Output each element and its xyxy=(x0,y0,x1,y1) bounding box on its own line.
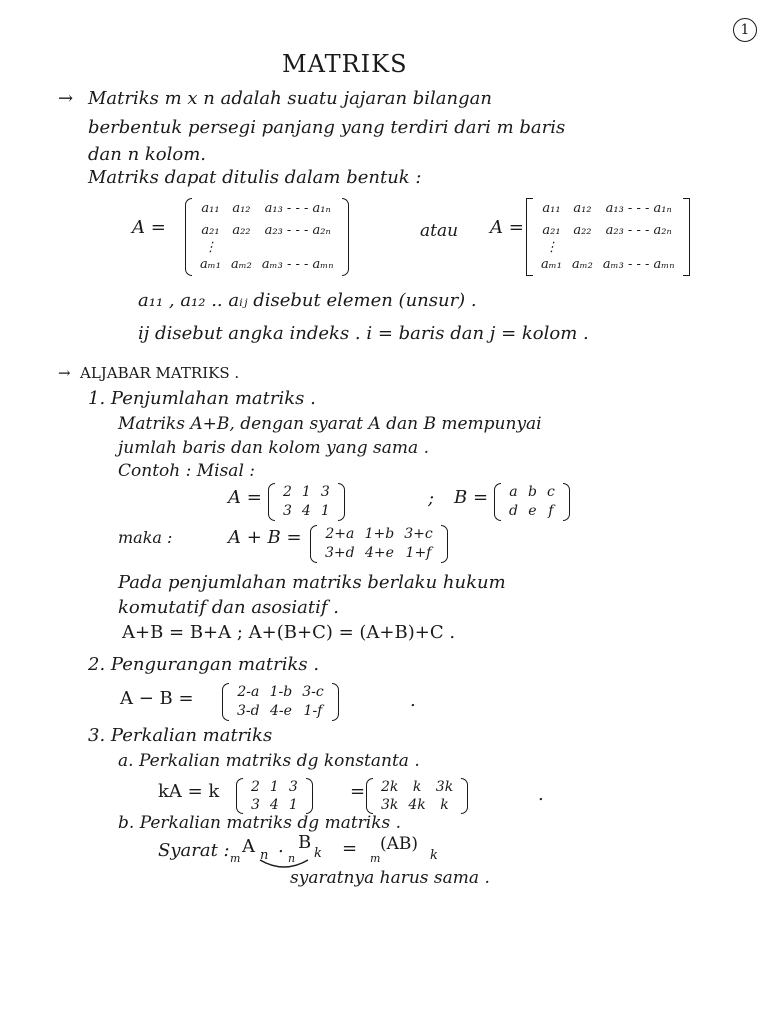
intro-line-3: dan n kolom. xyxy=(88,144,207,165)
syarat-note: syaratnya harus sama . xyxy=(290,868,490,888)
matrix-a: 2 1 3 3 4 1 xyxy=(268,483,345,521)
matrix-b-label: B = xyxy=(454,487,489,508)
general-matrix-connector: atau xyxy=(420,221,459,241)
multiplication-heading: 3. Perkalian matriks xyxy=(88,725,273,746)
intro-line-4: Matriks dapat ditulis dalam bentuk : xyxy=(88,167,422,188)
multiplication-b-heading: b. Perkalian matriks dg matriks . xyxy=(118,813,402,833)
index-line: ij disebut angka indeks . i = baris dan j = kolom . xyxy=(138,323,589,344)
syarat-label: Syarat : xyxy=(158,840,230,861)
general-matrix-lhs-2: A = xyxy=(490,217,524,238)
matrix-separator: ; xyxy=(428,488,435,509)
multiplication-a-heading: a. Perkalian matriks dg konstanta . xyxy=(118,751,420,771)
maka-label: maka : xyxy=(118,528,173,547)
ka-end: . xyxy=(538,784,544,805)
elements-line: a₁₁ , a₁₂ .. aᵢⱼ disebut elemen (unsur) . xyxy=(138,290,477,311)
subtraction-end: . xyxy=(410,690,416,711)
ka-equals: = xyxy=(350,781,366,802)
addition-desc-2: jumlah baris dan kolom yang sama . xyxy=(118,438,429,458)
intro-line-1: Matriks m x n adalah suatu jajaran bilangan xyxy=(88,88,492,109)
subtraction-label: A − B = xyxy=(120,688,194,709)
ka-matrix: 2 1 3 3 4 1 xyxy=(236,778,313,814)
subtraction-heading: 2. Pengurangan matriks . xyxy=(88,654,320,675)
law-line-2: komutatif dan asosiatif . xyxy=(118,597,339,618)
section-bullet-arrow: → xyxy=(58,364,71,382)
intro-bullet-arrow: → xyxy=(58,88,74,109)
law-equation: A+B = B+A ; A+(B+C) = (A+B)+C . xyxy=(122,622,456,643)
general-matrix-paren: a₁₁ a₁₂ a₁₃ - - - a₁ₙ a₂₁ a₂₂ a₂₃ - - - a₂ₙ ⋮ aₘ₁ aₘ₂ aₘ₃ - - - aₘₙ xyxy=(185,198,349,276)
general-matrix-lhs: A = xyxy=(132,217,166,238)
sum-matrix: 2+a 1+b 3+c 3+d 4+e 1+f xyxy=(310,525,448,563)
product-formula: m A n . n B k = m (AB) k xyxy=(230,832,438,865)
law-line-1: Pada penjumlahan matriks berlaku hukum xyxy=(118,572,506,593)
general-matrix-bracket: a₁₁ a₁₂ a₁₃ - - - a₁ₙ a₂₁ a₂₂ a₂₃ - - - a₂ₙ ⋮ aₘ₁ aₘ₂ aₘ₃ - - - aₘₙ xyxy=(526,198,690,276)
sum-label: A + B = xyxy=(228,527,302,548)
addition-heading: 1. Penjumlahan matriks . xyxy=(88,388,316,409)
addition-desc-1: Matriks A+B, dengan syarat A dan B mempunyai xyxy=(118,414,542,434)
ka-result-matrix: 2k k 3k 3k 4k k xyxy=(366,778,468,814)
addition-example: Contoh : Misal : xyxy=(118,461,256,481)
subtraction-matrix: 2-a 1-b 3-c 3-d 4-e 1-f xyxy=(222,683,339,721)
matrix-b: a b c d e f xyxy=(494,483,570,521)
ka-label: kA = k xyxy=(158,781,220,802)
intro-line-2: berbentuk persegi panjang yang terdiri dari m baris xyxy=(88,117,566,138)
matrix-a-label: A = xyxy=(228,487,262,508)
section-header: ALJABAR MATRIKS . xyxy=(80,364,240,382)
page-number: 1 xyxy=(733,18,757,42)
page-title: MATRIKS xyxy=(282,50,408,78)
